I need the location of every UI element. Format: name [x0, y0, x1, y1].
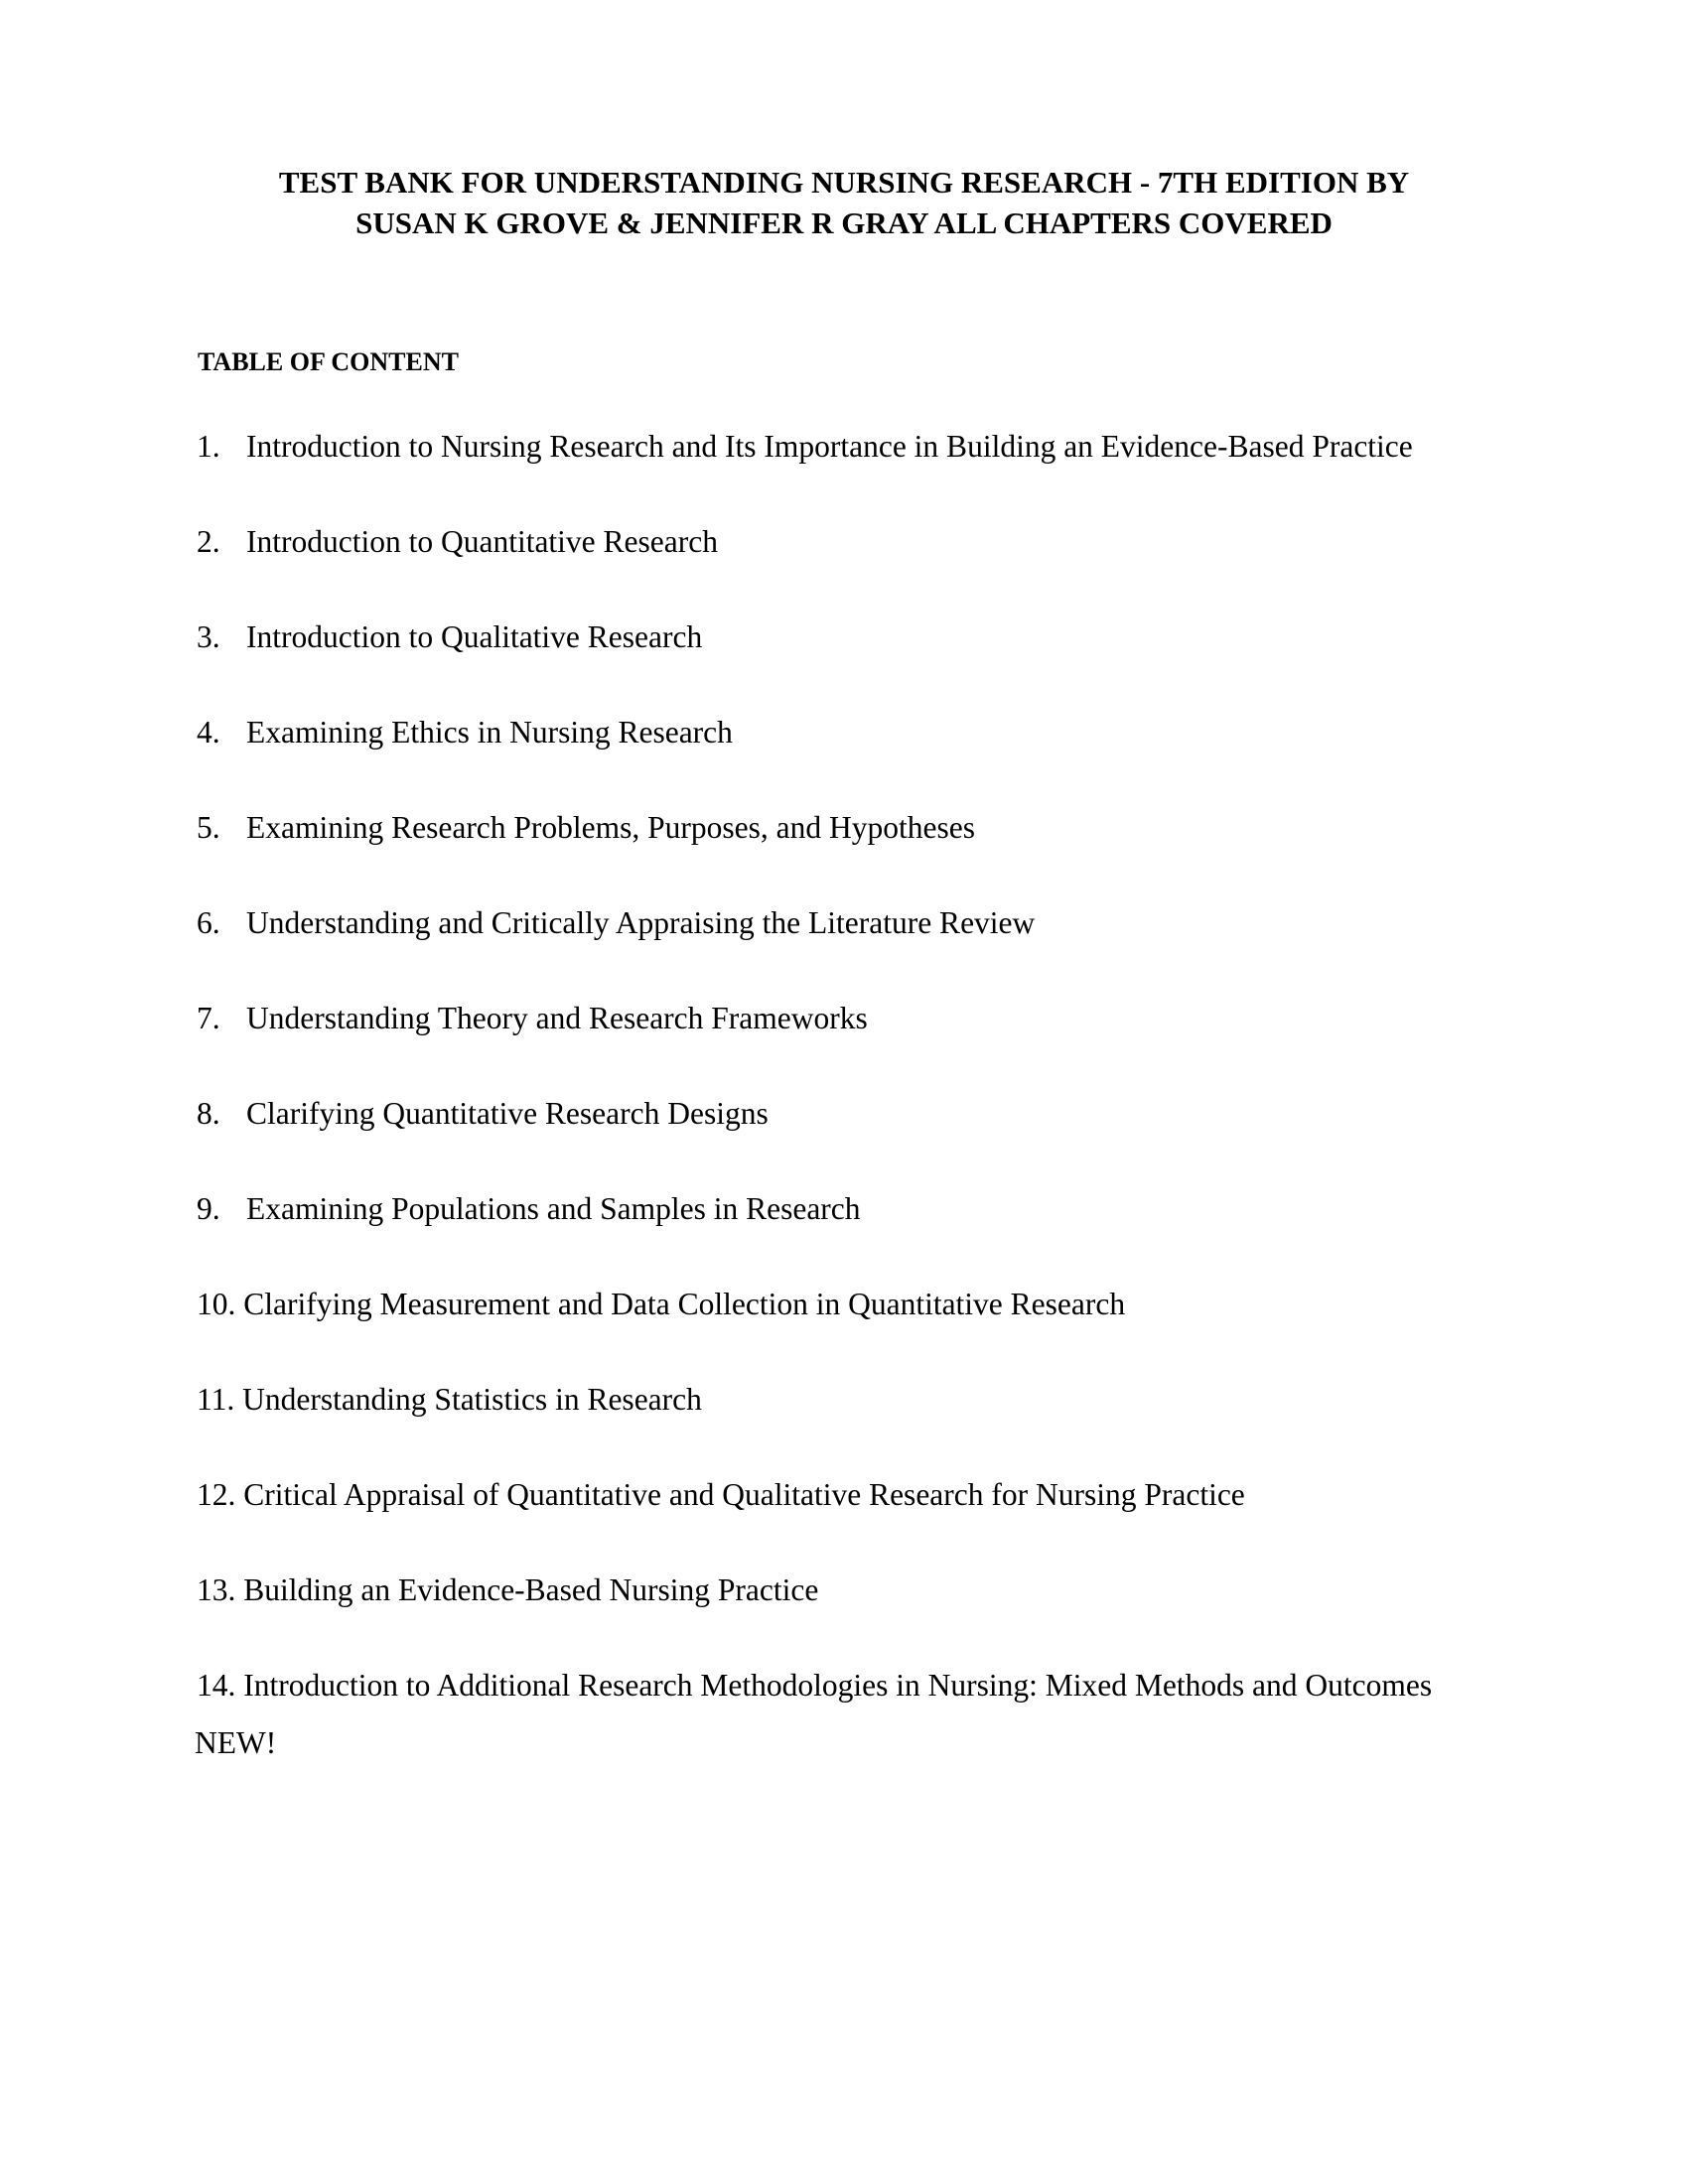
toc-item-title: Clarifying Measurement and Data Collection in Quantitative Research: [243, 1287, 1126, 1321]
toc-item-number: 1.: [197, 429, 220, 464]
toc-item: [197, 418, 1547, 513]
toc-item-number: 3.: [197, 619, 220, 654]
toc-item: [197, 1085, 1547, 1180]
document-title-line-2: SUSAN K GROVE & JENNIFER R GRAY ALL CHAPTERS COVERED: [355, 205, 1333, 240]
toc-item: [197, 1180, 1547, 1276]
toc-item-title: Introduction to Qualitative Research: [246, 619, 703, 654]
toc-item: [197, 799, 1547, 894]
toc-item: [197, 1466, 1547, 1562]
toc-item-number: 8.: [197, 1096, 220, 1131]
toc-item: [197, 894, 1547, 990]
toc-item: [197, 1657, 1547, 1772]
toc-item-number: 14.: [197, 1668, 236, 1703]
toc-item-number: 9.: [197, 1191, 220, 1226]
toc-item: [197, 1276, 1547, 1371]
toc-item-number: 2.: [197, 524, 220, 559]
toc-item-title: Introduction to Nursing Research and Its Importance in Building an Evidence-Based Practice: [246, 429, 1413, 464]
toc-list: [197, 418, 1547, 1772]
toc-item: [197, 1371, 1547, 1466]
document-title: [149, 162, 1539, 243]
toc-item-number: 6.: [197, 905, 220, 940]
toc-item: [197, 990, 1547, 1085]
toc-heading: TABLE OF CONTENT: [198, 347, 459, 376]
toc-item: [197, 609, 1547, 704]
toc-item-number: 5.: [197, 810, 220, 845]
toc-item-title: Examining Populations and Samples in Research: [246, 1191, 861, 1226]
toc-item-title: Clarifying Quantitative Research Designs: [246, 1096, 769, 1131]
toc-item-title: Critical Appraisal of Quantitative and Qualitative Research for Nursing Practice: [243, 1477, 1245, 1512]
toc-item-title: Building an Evidence-Based Nursing Practice: [243, 1572, 819, 1607]
toc-item: [197, 513, 1547, 609]
toc-item-number: 4.: [197, 715, 220, 750]
toc-item-number: 13.: [197, 1572, 236, 1607]
document-title-line-1: TEST BANK FOR UNDERSTANDING NURSING RESEARCH - 7TH EDITION BY: [278, 165, 1410, 200]
toc-item-title: Understanding Theory and Research Frameworks: [246, 1001, 868, 1035]
toc-item-title: Understanding and Critically Appraising the Literature Review: [246, 905, 1036, 940]
toc-item-number: 7.: [197, 1001, 220, 1035]
toc-item: [197, 704, 1547, 799]
toc-item: [197, 1562, 1547, 1657]
toc-item-number: 10.: [197, 1287, 236, 1321]
toc-item-number: 11.: [197, 1382, 235, 1417]
toc-item-title: Examining Research Problems, Purposes, and Hypotheses: [246, 810, 976, 845]
toc-item-title: Understanding Statistics in Research: [242, 1382, 702, 1417]
toc-item-title: Introduction to Additional Research Methodologies in Nursing: Mixed Methods and Outcomes: [243, 1668, 1433, 1703]
toc-item-title: Introduction to Quantitative Research: [246, 524, 718, 559]
toc-item-number: 12.: [197, 1477, 236, 1512]
toc-item-title: Examining Ethics in Nursing Research: [246, 715, 733, 750]
toc-item-new-badge: NEW!: [195, 1725, 277, 1760]
